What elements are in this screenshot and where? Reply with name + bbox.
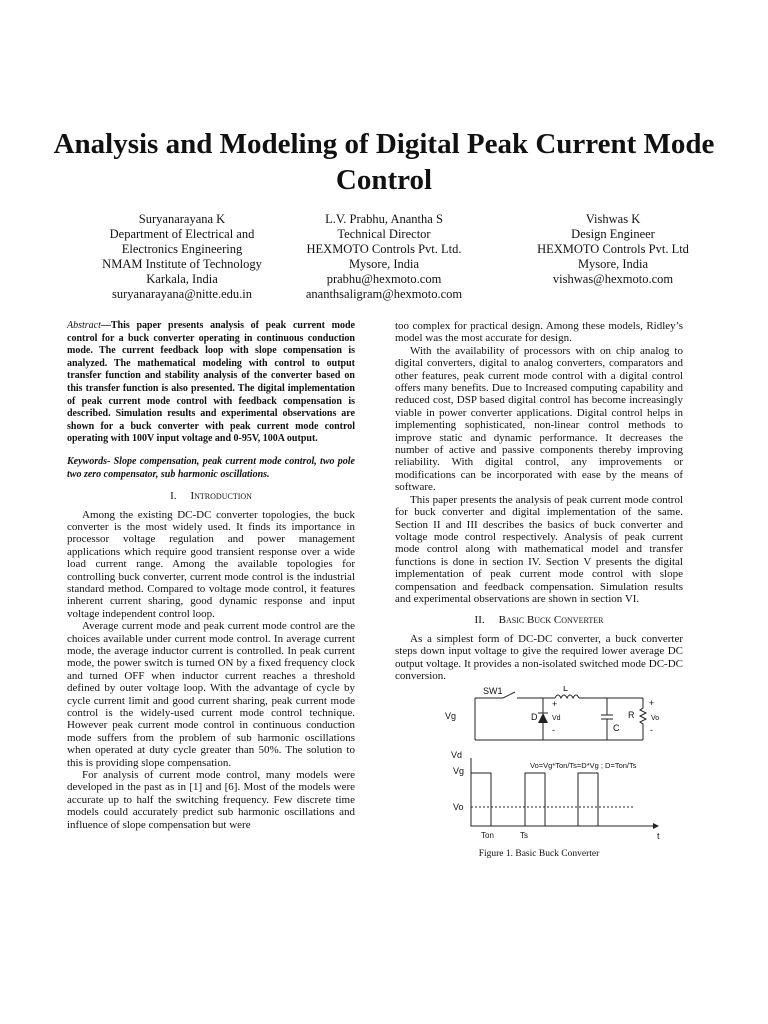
figure-caption: Figure 1. Basic Buck Converter: [478, 849, 600, 860]
label-vg: Vg: [445, 711, 457, 722]
section-title: Basic Buck Converter: [498, 614, 604, 627]
author-location: Mysore, India: [348, 257, 420, 271]
paragraph: This paper presents the analysis of peak current mode control for buck converter and digital implementation of the same. Section II and III describes the basics of buck converter and voltage mode control respectively. Analysis of peak current mode control along with mathematical model and transfer functions is done in section IV. Section V presents the digital implementation of peak current mode control with slope compensation and feedback compensation. Simulation results and experimental observations are shown in section VI.: [395, 493, 683, 605]
author-affiliation: HEXMOTO Controls Pvt. Ltd: [537, 242, 689, 256]
left-column: [67, 320, 355, 831]
label-l: L: [563, 686, 569, 694]
paragraph: too complex for practical design. Among these models, Ridley’s model was the most accurate for design.: [395, 320, 683, 345]
label-vd: Vd: [552, 715, 561, 723]
section-number: II.: [474, 614, 485, 627]
section-title: Introduction: [190, 490, 252, 503]
label-wave-vo: Vo: [453, 802, 464, 813]
section-heading-introduction: [67, 490, 355, 502]
label-minus: -: [552, 725, 555, 736]
abstract-text: —This paper presents analysis of peak current mode control for a buck converter operating in continuous conduction mode. The current feedback loop with slope compensation is analyzed. The mathematical modeling with control to output transfer function and stability analysis of the converter based on this transfer function is also presented. The digital implementation of peak current mode control with feedback compensation is described. Simulation results and experimental observations are shown for a buck converter with peak current mode control operating with 100V input voltage and 0-95V, 100A output.: [67, 320, 355, 445]
equation: Vo=Vg*Ton/Ts=D*Vg ; D=Ton/Ts: [530, 761, 637, 771]
label-wave-vg: Vg: [453, 766, 465, 777]
paper-title: Analysis and Modeling of Digital Peak Current Mode Control: [53, 128, 715, 196]
author-title: Technical Director: [337, 227, 431, 241]
pulse-train: [471, 773, 598, 826]
author-block-2: [264, 212, 504, 302]
label-wave-vd: Vd: [451, 750, 463, 761]
section-number: I.: [170, 490, 177, 503]
label-minus: -: [650, 725, 653, 736]
diode-triangle: [538, 713, 548, 723]
paragraph: With the availability of processors with on chip analog to digital converters, digital to analog converters, comparators and other features, peak current mode control with a digital control offers many benefits. Due to Increased computing capability and reduced cost, DSP based digital control has become increasingly viable in power converter applications. Digital control helps in implementing sophisticated, non-linear control methods to improve static and dynamic performance. It decreases the number of active and passive components thereby improving reliability. With digital control, any improvements or modifications can be incorporated with ease by the means of software.: [395, 344, 683, 494]
author-title: Design Engineer: [571, 227, 655, 241]
author-affiliation: NMAM Institute of Technology: [102, 257, 262, 271]
figure-buck-converter: [395, 686, 683, 846]
time-arrow: [653, 823, 659, 829]
label-vo: Vo: [651, 715, 660, 723]
section-heading-buck-converter: [395, 614, 683, 626]
author-location: Karkala, India: [146, 272, 218, 286]
label-c: C: [613, 723, 620, 734]
label-plus: +: [552, 699, 558, 710]
label-sw: SW1: [483, 686, 503, 697]
author-email: prabhu@hexmoto.com: [326, 272, 442, 286]
author-block-3: [493, 212, 733, 287]
right-column: [395, 320, 683, 861]
author-location: Mysore, India: [577, 257, 649, 271]
author-email: vishwas@hexmoto.com: [552, 272, 674, 286]
label-ton: Ton: [481, 831, 494, 841]
paragraph: Among the existing DC-DC converter topologies, the buck converter is the most widely used. It finds its importance in processor voltage regulation and power management applications which require good transient response over a wide load current range. Among the available topologies for controlling buck converter, current mode control is the industrial standard method. Compared to voltage mode control, it features inherent current sharing, good dynamic response and input voltage independent control loop.: [67, 508, 355, 620]
label-ts: Ts: [520, 831, 528, 841]
paragraph: Average current mode and peak current mode control are the choices available under current mode control. In average current mode, the average inductor current is controlled. In peak current mode, the power switch is turned ON by a fixed frequency clock and turned OFF when inductor current reaches a threshold defined by outer voltage loop. With the advantage of cycle by cycle current limit and good current sharing, peak current mode control is the widely-used current mode control technique. However peak current mode control in continuous conduction mode suffers from the problem of sub harmonic oscillations when operated at duty cycle greater than 50%. The solution to this is providing slope compensation.: [67, 620, 355, 769]
paragraph: As a simplest form of DC-DC converter, a buck converter steps down input voltage to give the required lower average DC output voltage. It provides a non-isolated switched mode DC-DC conversion.: [395, 632, 683, 682]
label-d: D: [531, 712, 538, 723]
author-affiliation: Department of Electrical and: [109, 227, 255, 241]
paragraph: For analysis of current mode control, many models were developed in the past as in [1] and [6]. Most of the models were accurate up to half the switching frequency. Few discrete time models could accurately predict sub harmonic oscillations and influence of slope compensation but were: [67, 769, 355, 831]
author-email: suryanarayana@nitte.edu.in: [112, 287, 252, 301]
switch-blade: [503, 692, 515, 698]
author-affiliation: HEXMOTO Controls Pvt. Ltd.: [306, 242, 462, 256]
inductor-coil: [555, 695, 579, 698]
keywords: Keywords- Slope compensation, peak current mode control, two pole two zero compensator, sub harmonic oscillations.: [67, 455, 355, 480]
author-name: Suryanarayana K: [138, 212, 226, 226]
author-name: Vishwas K: [585, 212, 641, 226]
label-plus: +: [649, 698, 655, 709]
author-affiliation: Electronics Engineering: [121, 242, 243, 256]
resistor-zigzag: [640, 698, 646, 740]
abstract: [67, 320, 355, 446]
label-t: t: [657, 831, 660, 842]
author-email: ananthsaligram@hexmoto.com: [305, 287, 463, 301]
label-r: R: [628, 710, 635, 721]
author-name: L.V. Prabhu, Anantha S: [325, 212, 443, 226]
buck-converter-diagram: [395, 686, 683, 846]
capacitor-plates: [601, 698, 613, 740]
abstract-label: Abstract: [67, 320, 101, 331]
